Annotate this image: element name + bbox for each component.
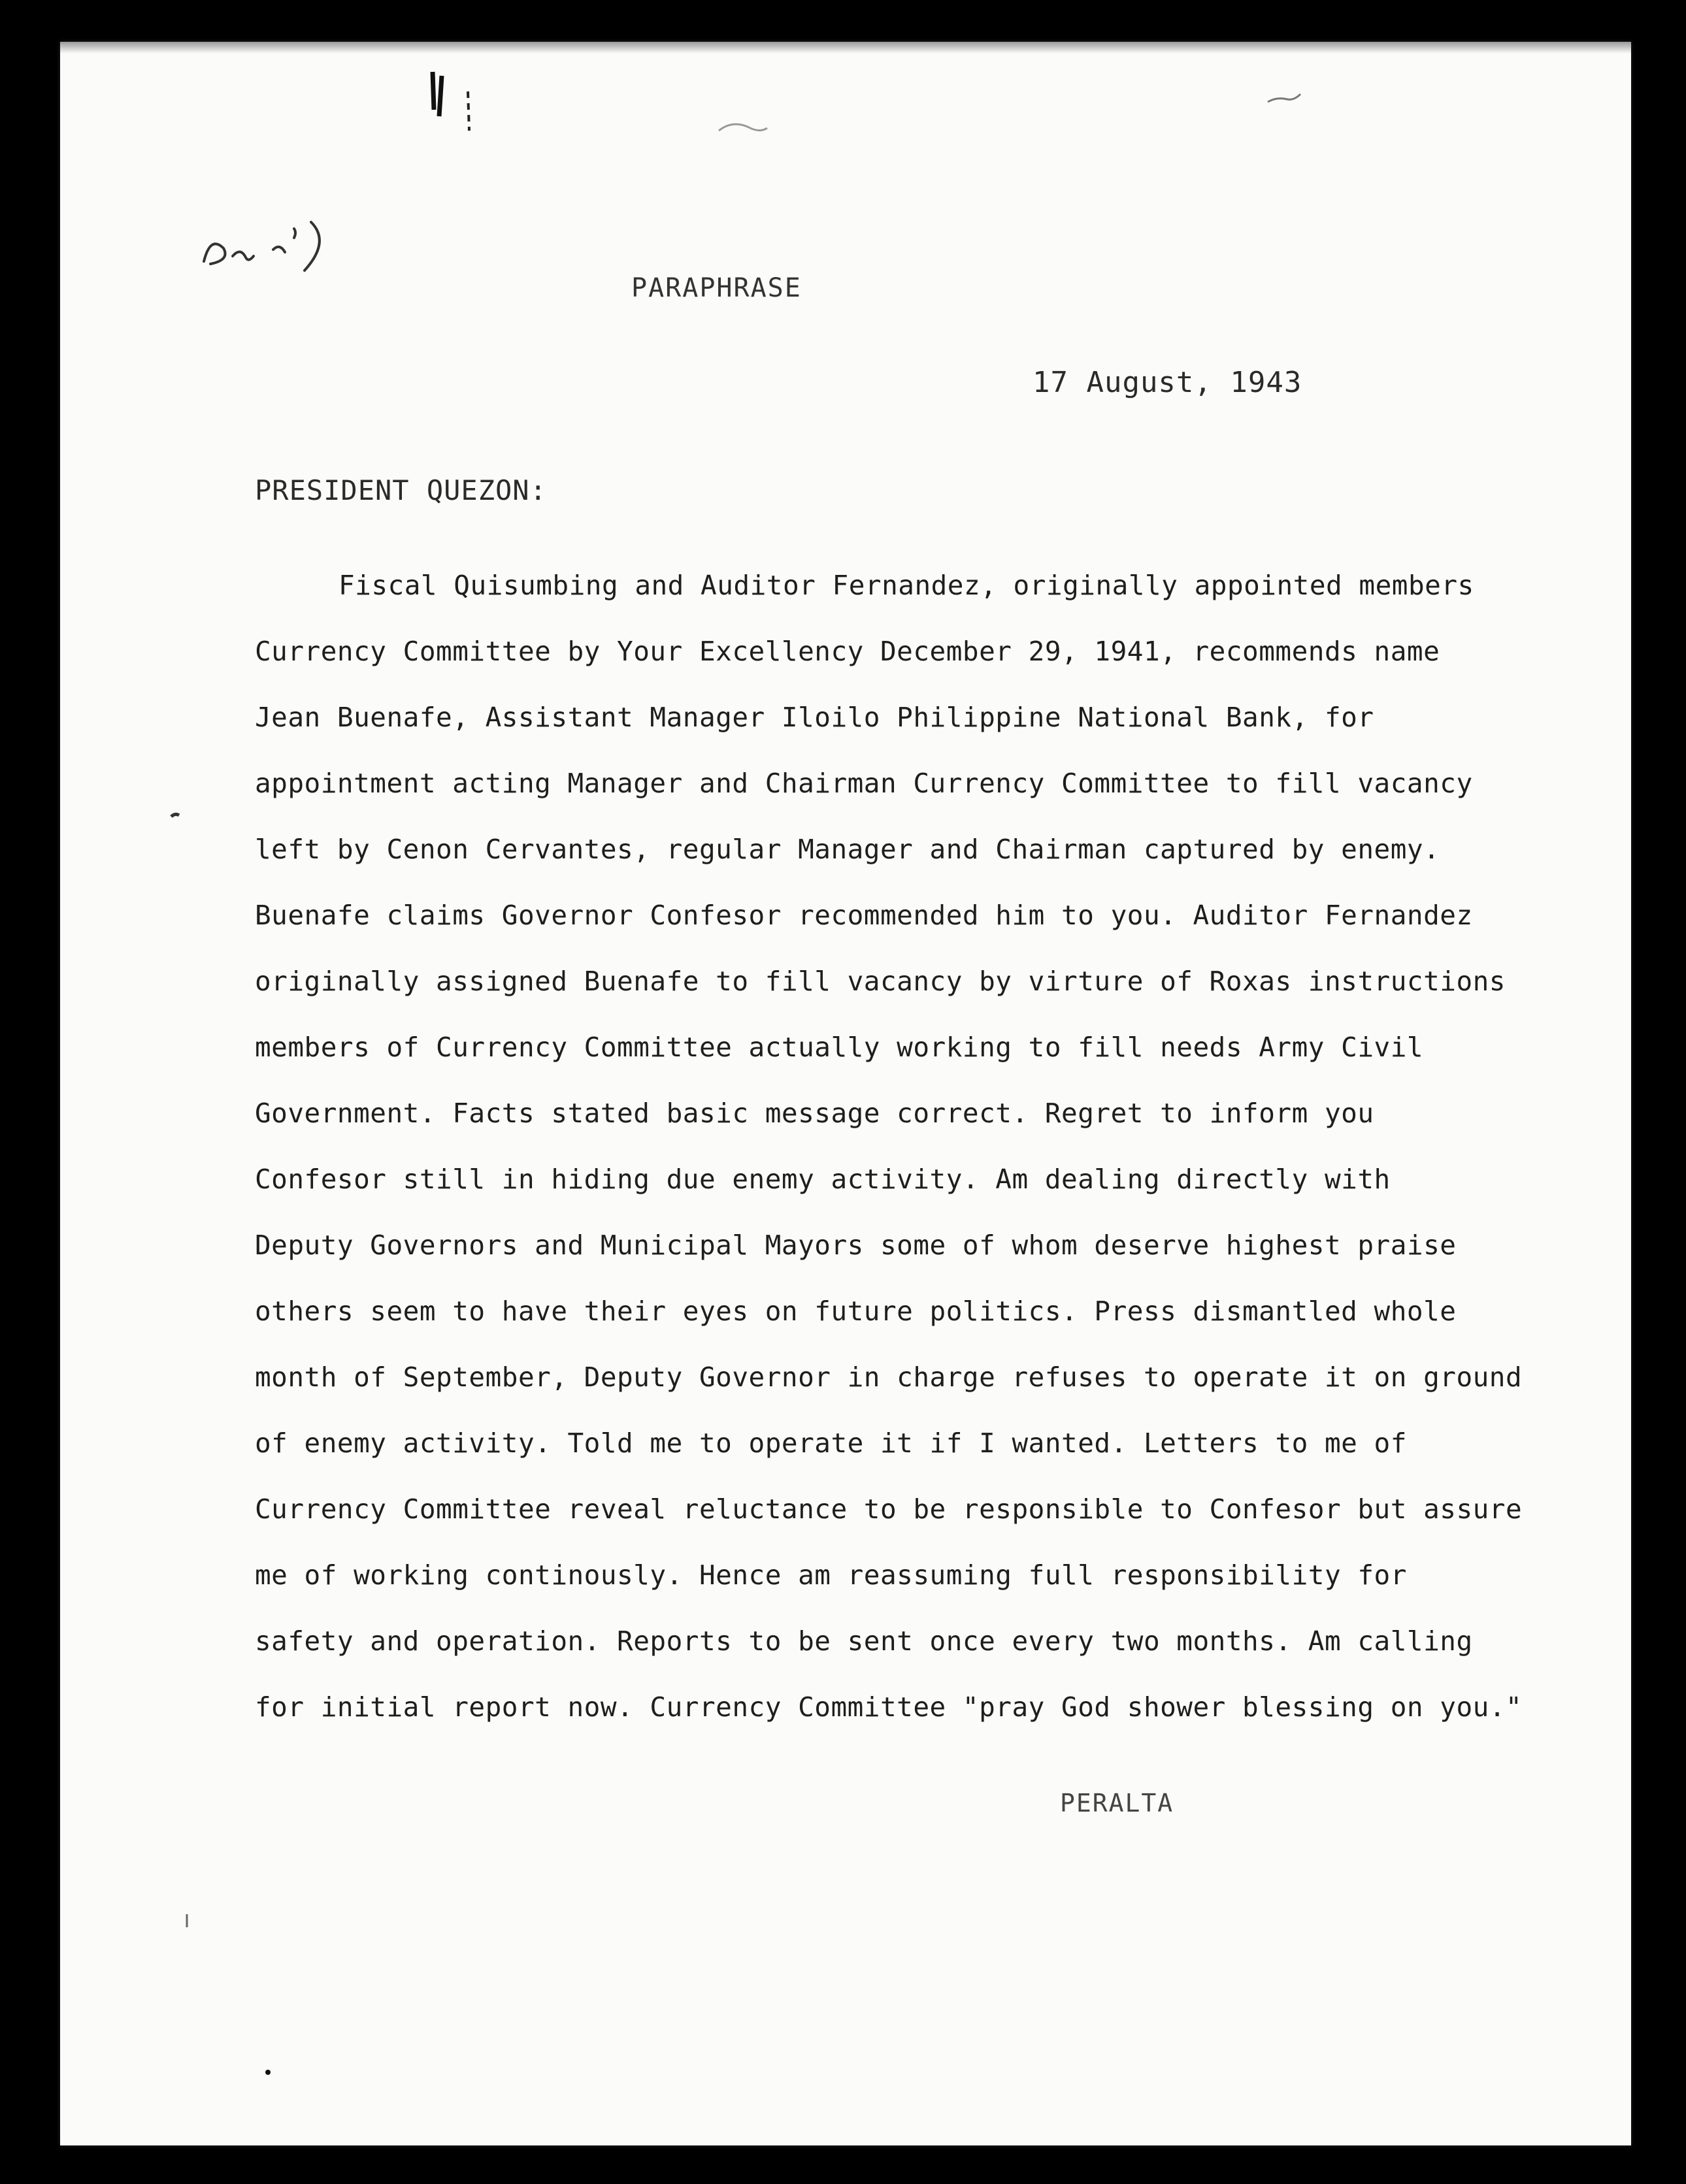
body-line: Deputy Governors and Municipal Mayors some of whom deserve highest praise	[255, 1230, 1457, 1261]
body-line: Currency Committee reveal reluctance to be responsible to Confesor but assure	[255, 1493, 1523, 1525]
document-heading: PARAPHRASE	[631, 273, 802, 303]
body-line: originally assigned Buenafe to fill vacancy by virture of Roxas instructions	[255, 966, 1506, 997]
body-line: left by Cenon Cervantes, regular Manager and Chairman captured by enemy.	[255, 834, 1440, 865]
body-line: month of September, Deputy Governor in charge refuses to operate it on ground	[255, 1361, 1523, 1393]
page-top-edge	[60, 42, 1631, 54]
document-date: 17 August, 1943	[1033, 366, 1302, 399]
signature: PERALTA	[1060, 1789, 1174, 1817]
body-line: Government. Facts stated basic message correct. Regret to inform you	[255, 1098, 1374, 1129]
salutation: PRESIDENT QUEZON:	[255, 474, 547, 506]
body-line: me of working continously. Hence am reassuming full responsibility for	[255, 1559, 1407, 1591]
body-line: appointment acting Manager and Chairman Currency Committee to fill vacancy	[255, 768, 1473, 799]
body-line: for initial report now. Currency Committee "pray God shower blessing on you."	[255, 1691, 1523, 1723]
body-line: Fiscal Quisumbing and Auditor Fernandez, originally appointed members	[339, 570, 1474, 601]
handwritten-note-image	[196, 216, 366, 281]
body-line: of enemy activity. Told me to operate it if I wanted. Letters to me of	[255, 1427, 1407, 1459]
body-line: others seem to have their eyes on future politics. Press dismantled whole	[255, 1296, 1457, 1327]
body-line: safety and operation. Reports to be sent once every two months. Am calling	[255, 1625, 1473, 1657]
message-body	[255, 566, 1562, 1753]
body-line: Confesor still in hiding due enemy activity. Am dealing directly with	[255, 1164, 1391, 1195]
body-line: Jean Buenafe, Assistant Manager Iloilo Philippine National Bank, for	[255, 702, 1374, 733]
body-line: members of Currency Committee actually working to fill needs Army Civil	[255, 1032, 1424, 1063]
body-line: Currency Committee by Your Excellency December 29, 1941, recommends name	[255, 636, 1440, 667]
body-line: Buenafe claims Governor Confesor recommended him to you. Auditor Fernandez	[255, 900, 1473, 931]
